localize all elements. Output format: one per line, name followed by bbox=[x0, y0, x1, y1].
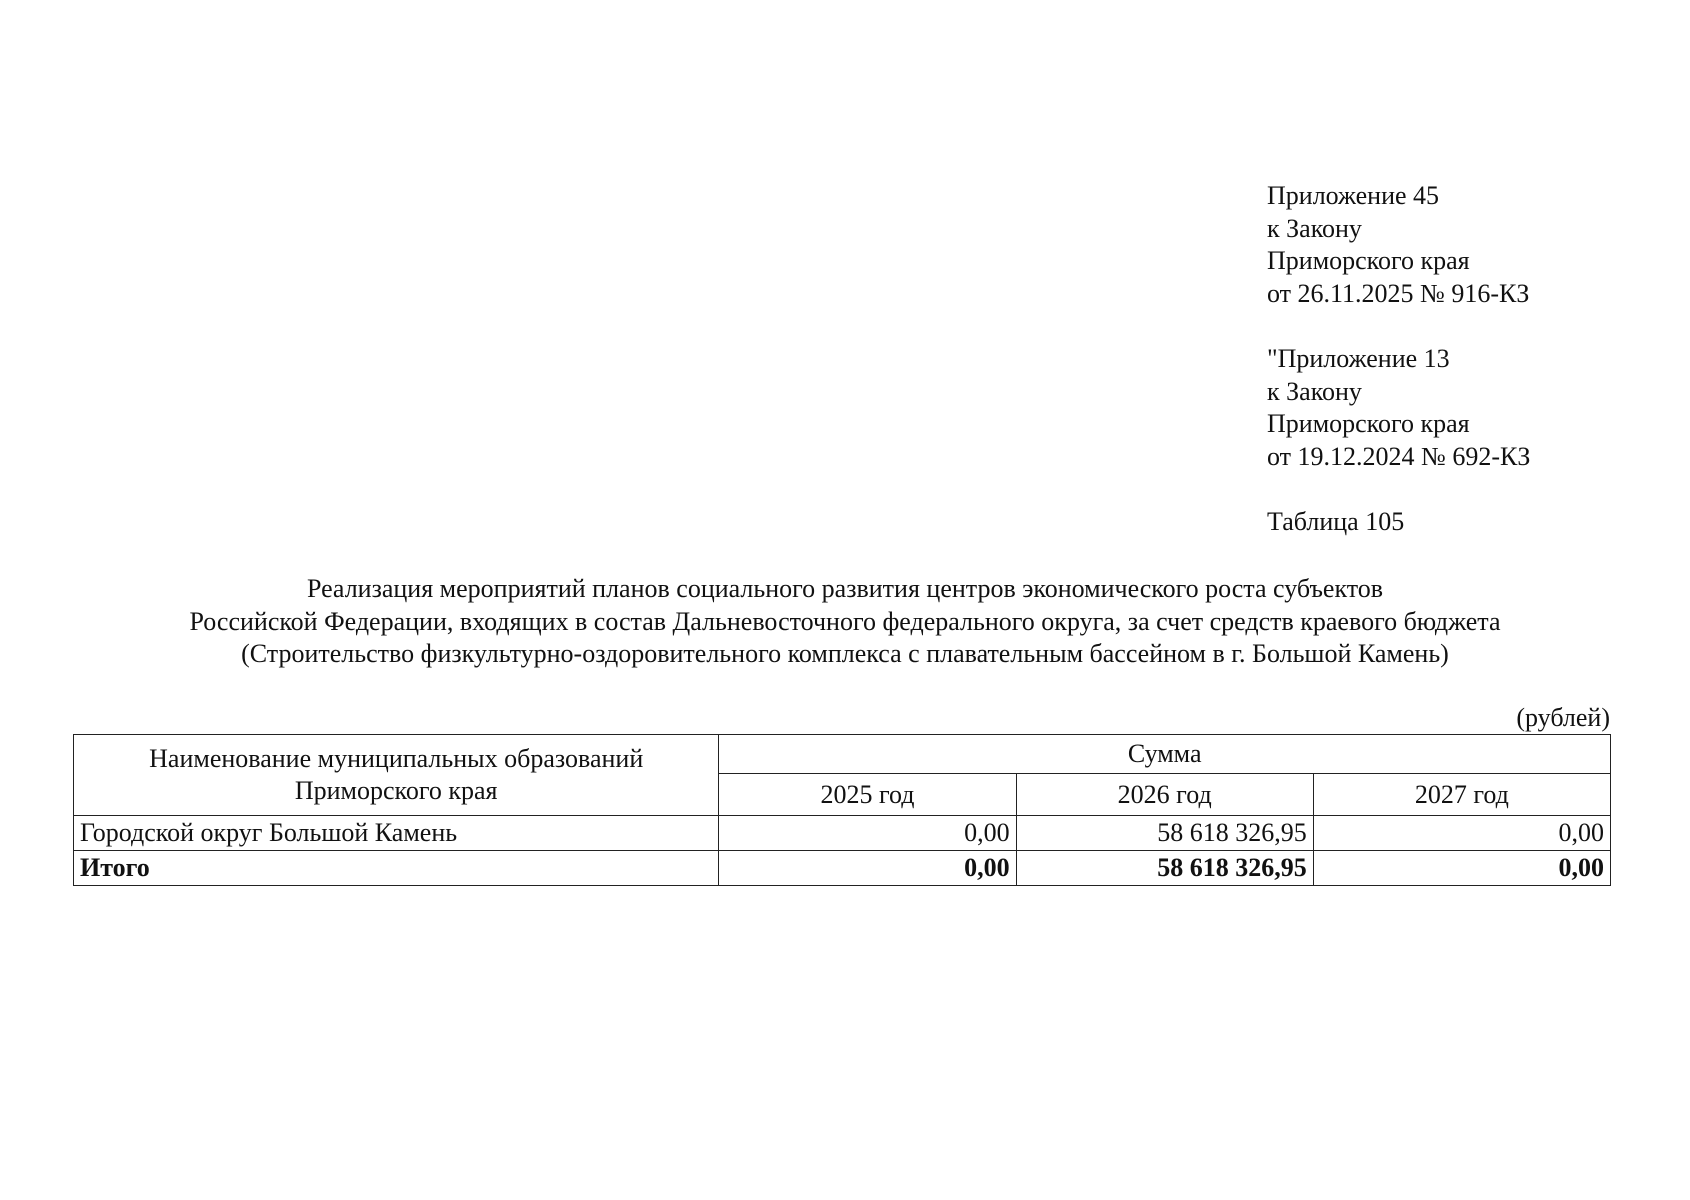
document-title bbox=[60, 573, 1630, 671]
header-year-2027: 2027 год bbox=[1313, 774, 1610, 816]
appendix-block bbox=[1267, 180, 1530, 539]
appendix-original-line1: "Приложение 13 bbox=[1267, 344, 1450, 373]
row-value-2026: 58 618 326,95 bbox=[1016, 816, 1313, 851]
header-municipality bbox=[74, 735, 719, 816]
header-sum: Сумма bbox=[719, 735, 1611, 774]
header-year-2025: 2025 год bbox=[719, 774, 1016, 816]
spacer bbox=[1267, 473, 1530, 506]
title-line2: Российской Федерации, входящих в состав Дальневосточного федерального округа, за счет средств краевого бюджета bbox=[189, 606, 1501, 636]
total-value-2025: 0,00 bbox=[719, 851, 1016, 886]
appendix-original-line2: к Закону bbox=[1267, 376, 1362, 406]
total-row bbox=[74, 851, 1611, 886]
appendix-original-line3: Приморского края bbox=[1267, 409, 1470, 438]
header-row bbox=[74, 735, 1611, 774]
total-value-2027: 0,00 bbox=[1313, 851, 1610, 886]
appendix-current-line2: к Закону bbox=[1267, 213, 1362, 243]
total-label: Итого bbox=[74, 851, 719, 886]
title-line3: (Строительство физкультурно-оздоровительного комплекса с плавательным бассейном в г. Большой Камень) bbox=[241, 639, 1449, 668]
spacer bbox=[1267, 310, 1530, 343]
appendix-current-line1: Приложение 45 bbox=[1267, 181, 1440, 210]
header-municipality-line2: Приморского края bbox=[294, 776, 498, 805]
header-year-2026: 2026 год bbox=[1016, 774, 1313, 816]
total-value-2026: 58 618 326,95 bbox=[1016, 851, 1313, 886]
appendix-original-line4: от 19.12.2024 № 692-КЗ bbox=[1267, 441, 1531, 471]
header-municipality-line1: Наименование муниципальных образований bbox=[149, 744, 644, 773]
table-row bbox=[74, 816, 1611, 851]
appendix-current-line3: Приморского края bbox=[1267, 246, 1470, 275]
row-value-2027: 0,00 bbox=[1313, 816, 1610, 851]
row-value-2025: 0,00 bbox=[719, 816, 1016, 851]
appendix-current-line4: от 26.11.2025 № 916-КЗ bbox=[1267, 278, 1530, 308]
unit-label: (рублей) bbox=[1516, 703, 1610, 732]
budget-table bbox=[73, 734, 1611, 886]
row-municipality-name: Городской округ Большой Камень bbox=[74, 816, 719, 851]
table-label: Таблица 105 bbox=[1267, 507, 1405, 536]
title-line1: Реализация мероприятий планов социального развития центров экономического роста субъектов bbox=[306, 574, 1384, 603]
